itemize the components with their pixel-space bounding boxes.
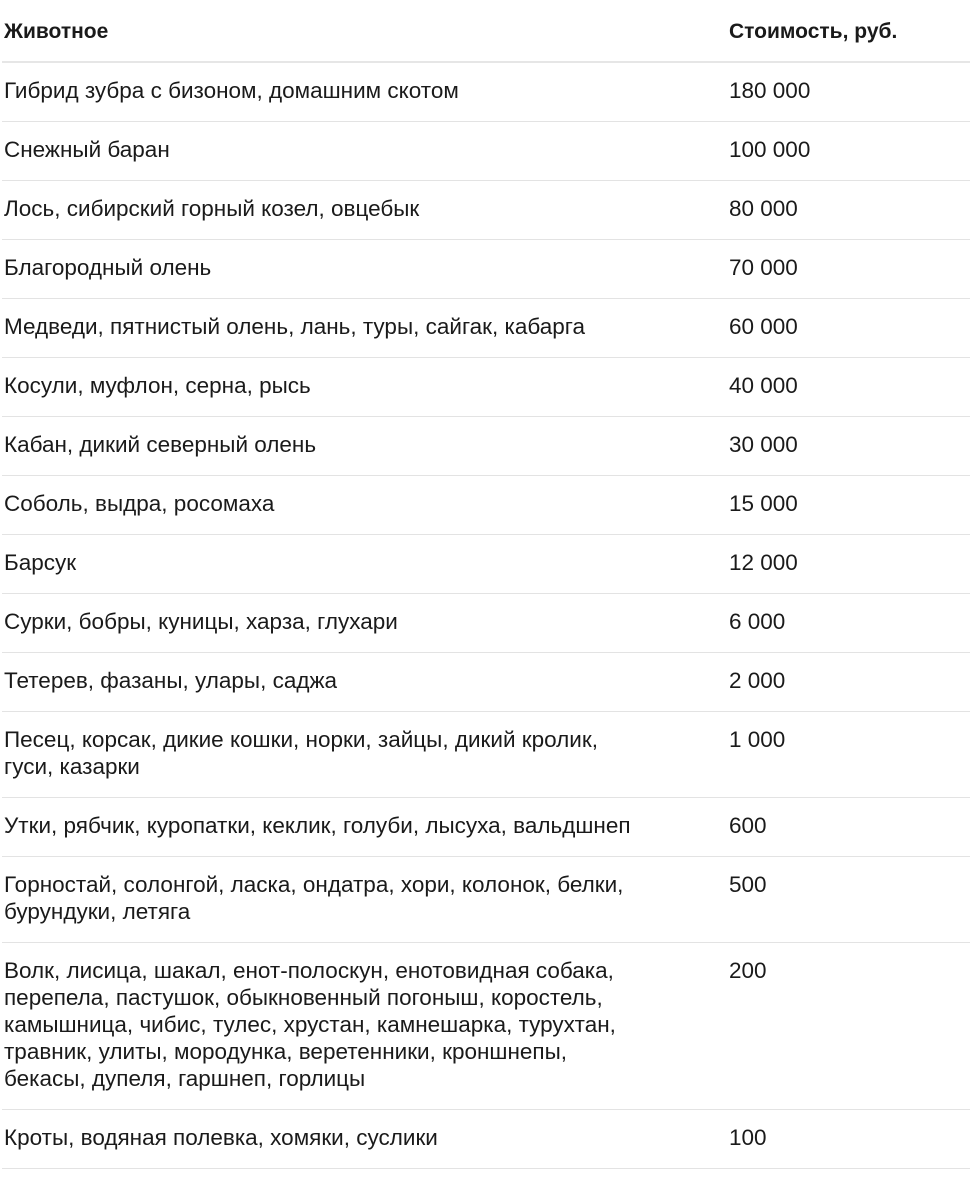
table-row	[2, 299, 970, 358]
cost-cell: 2 000	[727, 653, 970, 712]
table-row	[2, 1110, 970, 1169]
animal-cell: Лось, сибирский горный козел, овцебык	[2, 181, 727, 240]
animal-cell: Тетерев, фазаны, улары, саджа	[2, 653, 727, 712]
table-row	[2, 653, 970, 712]
table-row	[2, 594, 970, 653]
cost-cell: 600	[727, 798, 970, 857]
cost-cell: 40 000	[727, 358, 970, 417]
table-row	[2, 122, 970, 181]
cost-cell: 1 000	[727, 712, 970, 798]
table-row	[2, 417, 970, 476]
table-row	[2, 240, 970, 299]
animal-cell: Утки, рябчик, куропатки, кеклик, голуби, лысуха, вальдшнеп	[2, 798, 727, 857]
cost-cell: 100	[727, 1110, 970, 1169]
table-row	[2, 943, 970, 1110]
table-row	[2, 358, 970, 417]
cost-cell: 500	[727, 857, 970, 943]
animal-cell: Снежный баран	[2, 122, 727, 181]
animal-cell: Гибрид зубра с бизоном, домашним скотом	[2, 62, 727, 122]
cost-cell: 180 000	[727, 62, 970, 122]
cost-cell: 60 000	[727, 299, 970, 358]
animal-cell: Волк, лисица, шакал, енот-полоскун, енотовидная собака, перепела, пастушок, обыкновенный погоныш, коростель, камышница, чибис, тулес, хрустан, камнешарка, турухтан, травник, улиты, мородунка, веретенники, кроншнепы, бекасы, дупеля, гаршнеп, горлицы	[2, 943, 727, 1110]
cost-cell: 100 000	[727, 122, 970, 181]
column-header-animal: Животное	[2, 0, 727, 62]
cost-cell: 30 000	[727, 417, 970, 476]
table-row	[2, 181, 970, 240]
animal-cell: Косули, муфлон, серна, рысь	[2, 358, 727, 417]
table-header-row	[2, 0, 970, 62]
animal-cell: Барсук	[2, 535, 727, 594]
animal-cell: Соболь, выдра, росомаха	[2, 476, 727, 535]
table-row	[2, 857, 970, 943]
animal-cell: Благородный олень	[2, 240, 727, 299]
cost-cell: 12 000	[727, 535, 970, 594]
animal-cell: Песец, корсак, дикие кошки, норки, зайцы, дикий кролик, гуси, казарки	[2, 712, 727, 798]
table-row	[2, 535, 970, 594]
table-row	[2, 476, 970, 535]
animal-cell: Горностай, солонгой, ласка, ондатра, хори, колонок, белки, бурундуки, летяга	[2, 857, 727, 943]
animal-cell: Сурки, бобры, куницы, харза, глухари	[2, 594, 727, 653]
cost-cell: 70 000	[727, 240, 970, 299]
cost-cell: 6 000	[727, 594, 970, 653]
cost-cell: 15 000	[727, 476, 970, 535]
table-row	[2, 62, 970, 122]
animal-cell: Кроты, водяная полевка, хомяки, суслики	[2, 1110, 727, 1169]
animal-cell: Медведи, пятнистый олень, лань, туры, сайгак, кабарга	[2, 299, 727, 358]
column-header-cost: Стоимость, руб.	[727, 0, 970, 62]
cost-cell: 80 000	[727, 181, 970, 240]
table-row	[2, 712, 970, 798]
cost-cell: 200	[727, 943, 970, 1110]
damage-cost-table	[2, 0, 970, 1169]
table-body	[2, 62, 970, 1169]
animal-cell: Кабан, дикий северный олень	[2, 417, 727, 476]
table-row	[2, 798, 970, 857]
